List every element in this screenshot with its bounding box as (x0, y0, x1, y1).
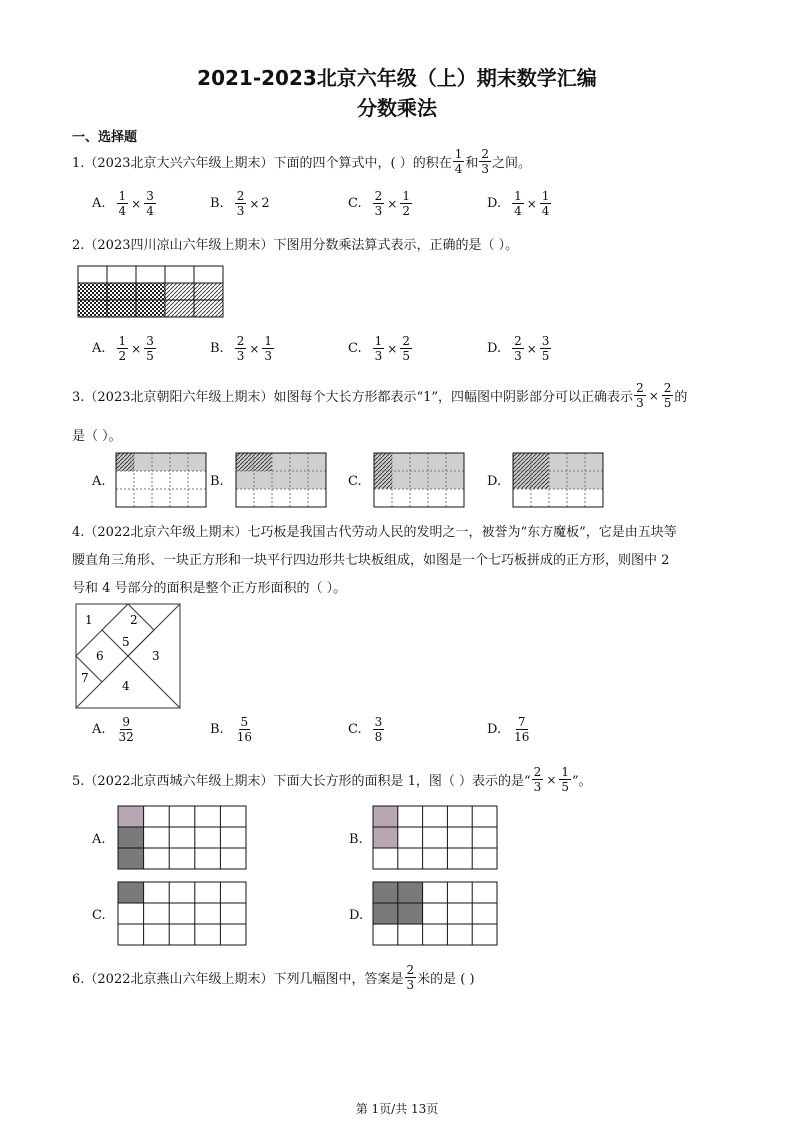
q5-option-c-label[interactable]: C. (92, 908, 106, 923)
q6-text: 6.（2022北京燕山六年级上期末）下列几幅图中，答案是 (72, 972, 404, 987)
doc-subtitle: 分数乘法 (357, 96, 437, 120)
q4-option-b[interactable]: B. $\frac{5}{16}$ (210, 715, 252, 744)
tangram-label-2: 2 (130, 613, 138, 627)
page-footer: 第 1页/共 13页 (355, 1102, 439, 1116)
q2-option-b[interactable]: B. $\frac{2}{3}$ × $\frac{1}{3}$ (210, 334, 273, 363)
question-2: 2.（2023四川凉山六年级上期末）下图用分数乘法算式表示，正确的是（ ）。 (72, 238, 519, 253)
q5-option-a-label[interactable]: A. (92, 832, 106, 847)
q3-figure-b (236, 453, 326, 507)
q3-option-d-label[interactable]: D. (487, 474, 502, 489)
question-3: 3.（2023北京朝阳六年级上期末）如图每个大长方形都表示“1”，四幅图中阴影部分可以正确表示 $\frac{2}{3}$ × $\frac{2}{5}$ 的 (72, 381, 688, 410)
q1-fraction-1: $\frac{1}{4}$ (454, 147, 463, 176)
tangram-label-5: 5 (122, 635, 130, 649)
q3-option-c-label[interactable]: C. (348, 474, 362, 489)
q5-option-b-label[interactable]: B. (349, 832, 363, 847)
question-1 (72, 148, 531, 175)
tangram-label-6: 6 (96, 649, 104, 663)
q1-option-b[interactable]: B. $\frac{2}{3}$ × 2 (210, 189, 270, 218)
q4-tangram-figure (76, 604, 180, 708)
question-4: 4.（2022北京六年级上期末）七巧板是我国古代劳动人民的发明之一，被誉为“东方魔板”，它是由五块等 (72, 525, 677, 540)
q3-option-a-label[interactable]: A. (92, 474, 106, 489)
q4-option-d[interactable]: D. $\frac{7}{16}$ (487, 715, 530, 744)
question-5: 5.（2022北京西城六年级上期末）下面大长方形的面积是 1，图（ ）表示的是“ $\frac{2}{3}$ × $\frac{1}{5}$ ”。 (72, 765, 592, 794)
q2-option-d[interactable]: D. $\frac{2}{3}$ × $\frac{3}{5}$ (487, 334, 550, 363)
tangram-label-7: 7 (81, 671, 89, 685)
q3-text: 3.（2023北京朝阳六年级上期末）如图每个大长方形都表示“1”，四幅图中阴影部分可以正确表示 (72, 390, 634, 405)
q5-option-d-label[interactable]: D. (349, 908, 364, 923)
q4-option-a[interactable]: A. $\frac{9}{32}$ (92, 715, 134, 744)
q3-option-b-label[interactable]: B. (210, 474, 224, 489)
question-4-line2: 腰直角三角形、一块正方形和一块平行四边形共七块板组成，如图是一个七巧板拼成的正方形，则图中 2 (72, 553, 670, 568)
q1-text: 1.（2023北京大兴六年级上期末）下面的四个算式中，( ）的积在 (72, 156, 452, 171)
doc-title: 2021-2023北京六年级（上）期末数学汇编 (197, 66, 597, 90)
q4-option-c[interactable]: C. $\frac{3}{8}$ (348, 715, 383, 744)
q3-fraction-2: $\frac{2}{5}$ (663, 381, 672, 410)
q1-option-c[interactable]: C. $\frac{2}{3}$ × $\frac{1}{2}$ (348, 189, 410, 218)
q1-option-a[interactable]: A. $\frac{1}{4}$ × $\frac{3}{4}$ (92, 189, 154, 218)
tangram-label-1: 1 (85, 613, 93, 627)
q3-figure-c (374, 453, 464, 507)
q2-grid-figure (78, 266, 223, 321)
q1-text-mid: 和 (465, 156, 479, 171)
q1-text-suffix: 之间。 (492, 156, 532, 171)
q5-figure-a (118, 806, 246, 869)
q1-option-d[interactable]: D. $\frac{1}{4}$ × $\frac{1}{4}$ (487, 189, 550, 218)
tangram-label-4: 4 (122, 679, 130, 693)
q3-fraction-1: $\frac{2}{3}$ (636, 381, 644, 410)
question-3-line2: 是（ ）。 (72, 429, 122, 444)
question-6: 6.（2022北京燕山六年级上期末）下列几幅图中，答案是 $\frac{2}{3}$ 米的是 ( ) (72, 963, 475, 992)
q5-figure-d (373, 882, 497, 945)
q5-text: 5.（2022北京西城六年级上期末）下面大长方形的面积是 1，图（ ）表示的是“ (72, 774, 531, 789)
section-heading: 一、选择题 (72, 130, 138, 145)
q5-figure-c (118, 882, 246, 945)
q3-figure-d (513, 453, 603, 507)
q2-option-a[interactable]: A. $\frac{1}{2}$ × $\frac{3}{5}$ (92, 334, 154, 363)
tangram-label-3: 3 (152, 649, 160, 663)
q1-fraction-2: $\frac{2}{3}$ (481, 147, 489, 176)
question-4-line3: 号和 4 号部分的面积是整个正方形面积的（ ）。 (72, 581, 347, 596)
q2-option-c[interactable]: C. $\frac{1}{3}$ × $\frac{2}{5}$ (348, 334, 410, 363)
q5-figure-b (373, 806, 497, 869)
q3-figure-a (116, 453, 206, 507)
